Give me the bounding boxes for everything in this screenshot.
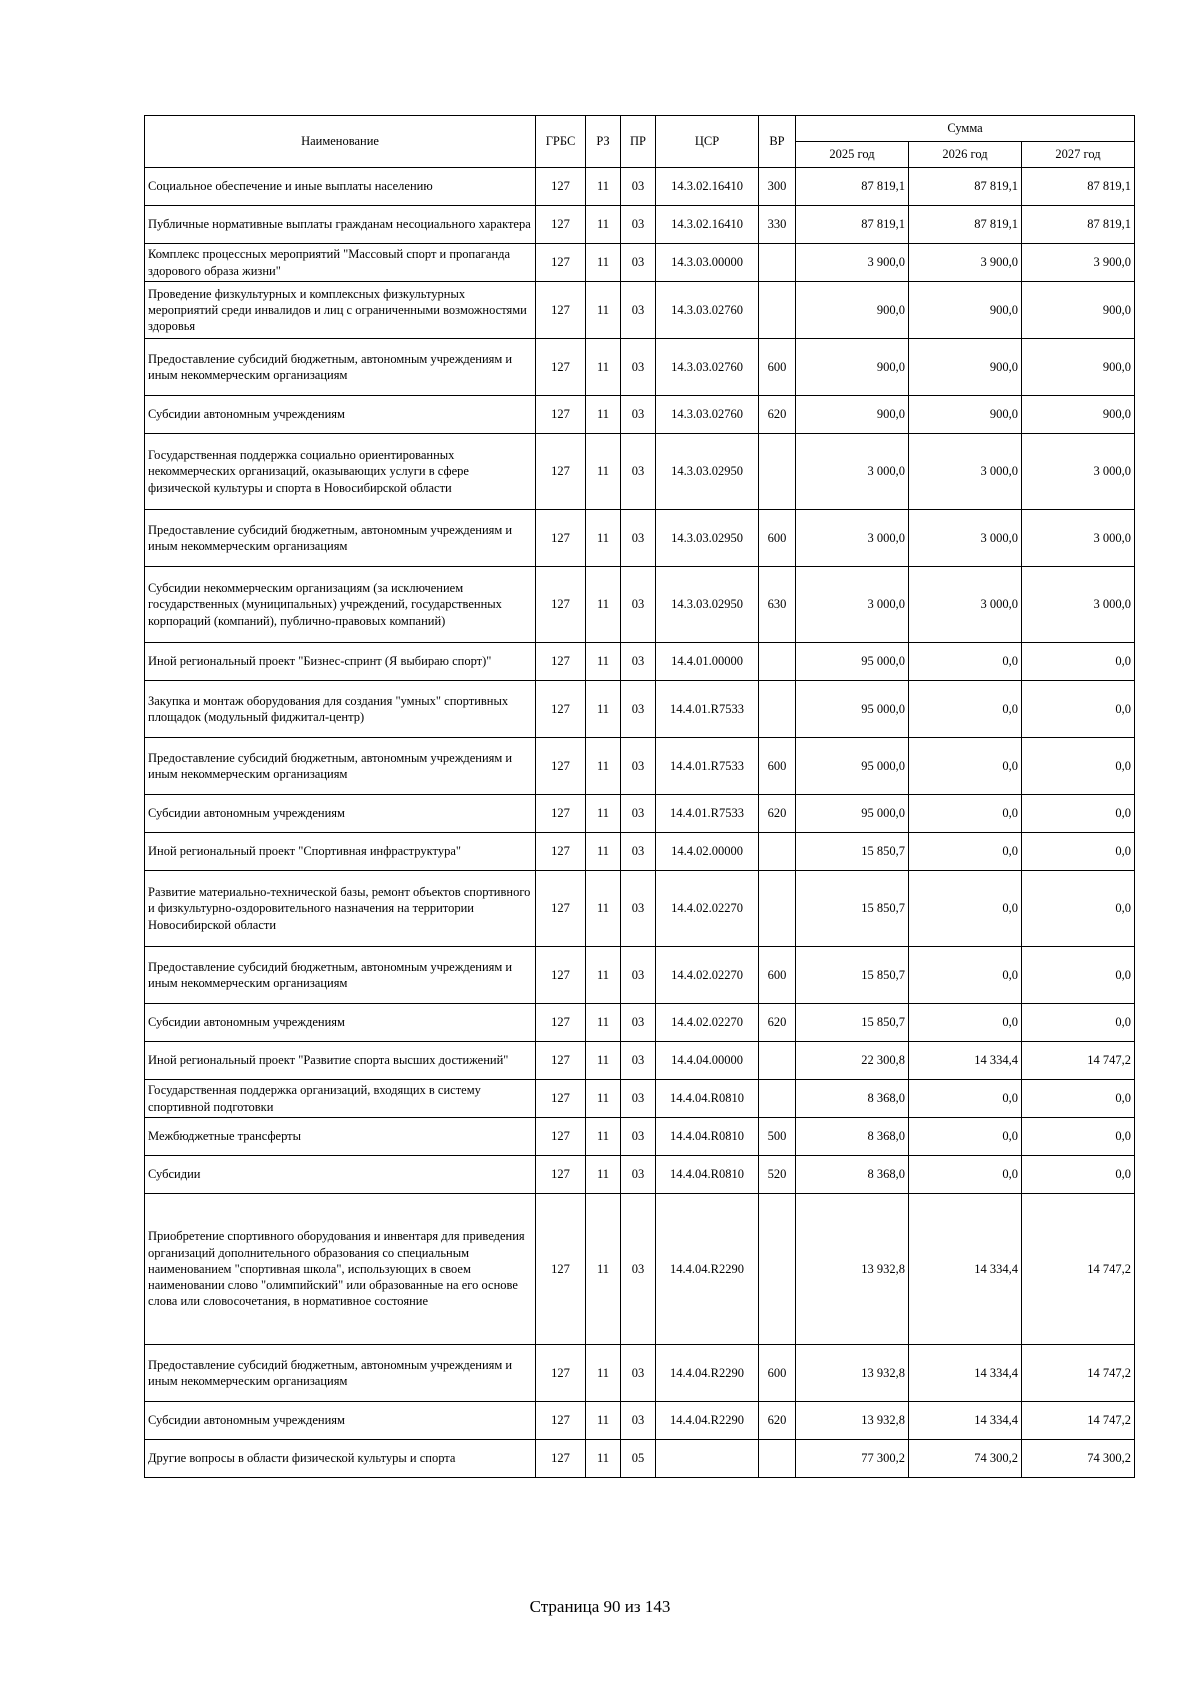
cell-2025: 8 368,0 bbox=[796, 1156, 909, 1194]
cell-grbs: 127 bbox=[536, 1194, 586, 1345]
header-name: Наименование bbox=[145, 116, 536, 168]
cell-rz: 11 bbox=[586, 738, 621, 795]
cell-csr: 14.3.03.02760 bbox=[656, 282, 759, 339]
cell-csr: 14.4.04.R0810 bbox=[656, 1080, 759, 1118]
cell-pr: 03 bbox=[621, 871, 656, 947]
cell-pr: 03 bbox=[621, 1402, 656, 1440]
cell-grbs: 127 bbox=[536, 833, 586, 871]
cell-2025: 95 000,0 bbox=[796, 738, 909, 795]
cell-rz: 11 bbox=[586, 206, 621, 244]
cell-name: Публичные нормативные выплаты гражданам несоциального характера bbox=[145, 206, 536, 244]
table-row bbox=[145, 1118, 1135, 1156]
cell-rz: 11 bbox=[586, 1345, 621, 1402]
cell-2027: 14 747,2 bbox=[1022, 1402, 1135, 1440]
cell-vr: 630 bbox=[759, 567, 796, 643]
table-row bbox=[145, 681, 1135, 738]
cell-name: Приобретение спортивного оборудования и инвентаря для приведения организаций дополнительного образования со специальным наименованием "спортивная школа", использующих в своем наименовании слово "олимпийский" или образованные на его основе слова или словосочетания, в нормативное состояние bbox=[145, 1194, 536, 1345]
cell-pr: 03 bbox=[621, 947, 656, 1004]
cell-2026: 87 819,1 bbox=[909, 168, 1022, 206]
header-year-2026: 2026 год bbox=[909, 142, 1022, 168]
cell-vr bbox=[759, 643, 796, 681]
cell-name: Предоставление субсидий бюджетным, автономным учреждениям и иным некоммерческим организациям bbox=[145, 1345, 536, 1402]
header-sum: Сумма bbox=[796, 116, 1135, 142]
cell-2027: 14 747,2 bbox=[1022, 1042, 1135, 1080]
cell-csr: 14.3.02.16410 bbox=[656, 168, 759, 206]
cell-rz: 11 bbox=[586, 1156, 621, 1194]
cell-csr: 14.4.04.R0810 bbox=[656, 1118, 759, 1156]
cell-2025: 8 368,0 bbox=[796, 1080, 909, 1118]
table-row bbox=[145, 738, 1135, 795]
cell-rz: 11 bbox=[586, 168, 621, 206]
table-row bbox=[145, 643, 1135, 681]
header-csr: ЦСР bbox=[656, 116, 759, 168]
cell-csr: 14.4.04.R0810 bbox=[656, 1156, 759, 1194]
cell-rz: 11 bbox=[586, 510, 621, 567]
table-row bbox=[145, 396, 1135, 434]
cell-2026: 0,0 bbox=[909, 681, 1022, 738]
cell-name: Закупка и монтаж оборудования для создания "умных" спортивных площадок (модульный фиджитал-центр) bbox=[145, 681, 536, 738]
cell-2025: 900,0 bbox=[796, 282, 909, 339]
cell-csr: 14.4.04.R2290 bbox=[656, 1345, 759, 1402]
cell-name: Иной региональный проект "Бизнес-спринт (Я выбираю спорт)" bbox=[145, 643, 536, 681]
cell-2027: 0,0 bbox=[1022, 795, 1135, 833]
table-row bbox=[145, 206, 1135, 244]
cell-vr: 600 bbox=[759, 1345, 796, 1402]
cell-2026: 900,0 bbox=[909, 282, 1022, 339]
cell-pr: 03 bbox=[621, 339, 656, 396]
cell-name: Иной региональный проект "Спортивная инфраструктура" bbox=[145, 833, 536, 871]
cell-2025: 87 819,1 bbox=[796, 168, 909, 206]
cell-2027: 0,0 bbox=[1022, 643, 1135, 681]
cell-csr: 14.3.03.02950 bbox=[656, 510, 759, 567]
table-row bbox=[145, 1156, 1135, 1194]
cell-rz: 11 bbox=[586, 795, 621, 833]
cell-2025: 13 932,8 bbox=[796, 1194, 909, 1345]
cell-2027: 14 747,2 bbox=[1022, 1194, 1135, 1345]
cell-rz: 11 bbox=[586, 1194, 621, 1345]
cell-2027: 87 819,1 bbox=[1022, 206, 1135, 244]
table-row bbox=[145, 1345, 1135, 1402]
cell-grbs: 127 bbox=[536, 567, 586, 643]
table-row bbox=[145, 833, 1135, 871]
cell-name: Субсидии автономным учреждениям bbox=[145, 1402, 536, 1440]
header-pr: ПР bbox=[621, 116, 656, 168]
cell-grbs: 127 bbox=[536, 206, 586, 244]
cell-2026: 0,0 bbox=[909, 947, 1022, 1004]
table-row bbox=[145, 244, 1135, 282]
cell-name: Субсидии автономным учреждениям bbox=[145, 795, 536, 833]
table-row bbox=[145, 1402, 1135, 1440]
cell-rz: 11 bbox=[586, 282, 621, 339]
cell-2026: 74 300,2 bbox=[909, 1440, 1022, 1478]
cell-2025: 900,0 bbox=[796, 339, 909, 396]
cell-rz: 11 bbox=[586, 434, 621, 510]
cell-vr: 620 bbox=[759, 795, 796, 833]
cell-grbs: 127 bbox=[536, 339, 586, 396]
table-row bbox=[145, 1080, 1135, 1118]
cell-2026: 3 000,0 bbox=[909, 567, 1022, 643]
cell-name: Другие вопросы в области физической культуры и спорта bbox=[145, 1440, 536, 1478]
cell-2027: 900,0 bbox=[1022, 396, 1135, 434]
cell-2026: 0,0 bbox=[909, 1080, 1022, 1118]
table-row bbox=[145, 1042, 1135, 1080]
cell-2027: 900,0 bbox=[1022, 282, 1135, 339]
cell-rz: 11 bbox=[586, 1042, 621, 1080]
cell-vr bbox=[759, 1042, 796, 1080]
cell-2026: 0,0 bbox=[909, 643, 1022, 681]
cell-2026: 14 334,4 bbox=[909, 1402, 1022, 1440]
cell-rz: 11 bbox=[586, 1402, 621, 1440]
cell-pr: 03 bbox=[621, 244, 656, 282]
cell-2025: 95 000,0 bbox=[796, 643, 909, 681]
cell-csr: 14.4.02.02270 bbox=[656, 947, 759, 1004]
header-year-2025: 2025 год bbox=[796, 142, 909, 168]
cell-grbs: 127 bbox=[536, 1440, 586, 1478]
cell-csr: 14.3.03.02950 bbox=[656, 567, 759, 643]
cell-2026: 3 000,0 bbox=[909, 510, 1022, 567]
cell-pr: 03 bbox=[621, 1345, 656, 1402]
cell-grbs: 127 bbox=[536, 681, 586, 738]
cell-rz: 11 bbox=[586, 1118, 621, 1156]
cell-csr: 14.4.01.R7533 bbox=[656, 795, 759, 833]
cell-2026: 900,0 bbox=[909, 396, 1022, 434]
cell-rz: 11 bbox=[586, 681, 621, 738]
cell-csr: 14.4.02.02270 bbox=[656, 1004, 759, 1042]
cell-grbs: 127 bbox=[536, 738, 586, 795]
cell-grbs: 127 bbox=[536, 282, 586, 339]
cell-2026: 0,0 bbox=[909, 1118, 1022, 1156]
cell-name: Государственная поддержка организаций, входящих в систему спортивной подготовки bbox=[145, 1080, 536, 1118]
cell-2027: 0,0 bbox=[1022, 1004, 1135, 1042]
cell-csr: 14.3.03.02950 bbox=[656, 434, 759, 510]
cell-2027: 0,0 bbox=[1022, 947, 1135, 1004]
cell-2027: 3 000,0 bbox=[1022, 434, 1135, 510]
cell-2026: 0,0 bbox=[909, 1156, 1022, 1194]
cell-pr: 05 bbox=[621, 1440, 656, 1478]
cell-2025: 900,0 bbox=[796, 396, 909, 434]
cell-2026: 0,0 bbox=[909, 833, 1022, 871]
cell-rz: 11 bbox=[586, 1080, 621, 1118]
cell-rz: 11 bbox=[586, 643, 621, 681]
cell-name: Предоставление субсидий бюджетным, автономным учреждениям и иным некоммерческим организациям bbox=[145, 339, 536, 396]
cell-name: Предоставление субсидий бюджетным, автономным учреждениям и иным некоммерческим организациям bbox=[145, 510, 536, 567]
cell-2027: 3 900,0 bbox=[1022, 244, 1135, 282]
cell-2026: 0,0 bbox=[909, 795, 1022, 833]
cell-2025: 3 900,0 bbox=[796, 244, 909, 282]
cell-2027: 74 300,2 bbox=[1022, 1440, 1135, 1478]
cell-csr: 14.4.01.R7533 bbox=[656, 681, 759, 738]
cell-vr: 600 bbox=[759, 738, 796, 795]
cell-pr: 03 bbox=[621, 206, 656, 244]
budget-table bbox=[144, 115, 1135, 1478]
cell-grbs: 127 bbox=[536, 1345, 586, 1402]
cell-pr: 03 bbox=[621, 1118, 656, 1156]
cell-grbs: 127 bbox=[536, 168, 586, 206]
cell-2026: 14 334,4 bbox=[909, 1042, 1022, 1080]
cell-2026: 0,0 bbox=[909, 738, 1022, 795]
cell-2027: 0,0 bbox=[1022, 871, 1135, 947]
table-row bbox=[145, 871, 1135, 947]
cell-grbs: 127 bbox=[536, 396, 586, 434]
cell-2025: 3 000,0 bbox=[796, 567, 909, 643]
cell-2025: 13 932,8 bbox=[796, 1402, 909, 1440]
cell-vr: 620 bbox=[759, 1004, 796, 1042]
cell-pr: 03 bbox=[621, 396, 656, 434]
cell-pr: 03 bbox=[621, 510, 656, 567]
cell-vr bbox=[759, 1194, 796, 1345]
cell-name: Предоставление субсидий бюджетным, автономным учреждениям и иным некоммерческим организациям bbox=[145, 947, 536, 1004]
cell-vr: 520 bbox=[759, 1156, 796, 1194]
cell-grbs: 127 bbox=[536, 244, 586, 282]
cell-csr: 14.4.02.00000 bbox=[656, 833, 759, 871]
table-row bbox=[145, 567, 1135, 643]
cell-2027: 87 819,1 bbox=[1022, 168, 1135, 206]
cell-2026: 14 334,4 bbox=[909, 1194, 1022, 1345]
cell-pr: 03 bbox=[621, 567, 656, 643]
cell-2027: 0,0 bbox=[1022, 1118, 1135, 1156]
cell-name: Субсидии автономным учреждениям bbox=[145, 396, 536, 434]
cell-name: Иной региональный проект "Развитие спорта высших достижений" bbox=[145, 1042, 536, 1080]
cell-name: Социальное обеспечение и иные выплаты населению bbox=[145, 168, 536, 206]
cell-2027: 3 000,0 bbox=[1022, 510, 1135, 567]
cell-grbs: 127 bbox=[536, 947, 586, 1004]
cell-pr: 03 bbox=[621, 1194, 656, 1345]
cell-2026: 14 334,4 bbox=[909, 1345, 1022, 1402]
cell-name: Субсидии автономным учреждениям bbox=[145, 1004, 536, 1042]
cell-grbs: 127 bbox=[536, 1004, 586, 1042]
cell-name: Проведение физкультурных и комплексных физкультурных мероприятий среди инвалидов и лиц с ограниченными возможностями здоровья bbox=[145, 282, 536, 339]
cell-csr: 14.4.04.R2290 bbox=[656, 1194, 759, 1345]
table-row bbox=[145, 1004, 1135, 1042]
cell-pr: 03 bbox=[621, 1156, 656, 1194]
cell-pr: 03 bbox=[621, 795, 656, 833]
header-rz: РЗ bbox=[586, 116, 621, 168]
table-row bbox=[145, 1440, 1135, 1478]
cell-pr: 03 bbox=[621, 681, 656, 738]
cell-rz: 11 bbox=[586, 339, 621, 396]
cell-grbs: 127 bbox=[536, 1402, 586, 1440]
cell-vr: 600 bbox=[759, 510, 796, 567]
table-row bbox=[145, 1194, 1135, 1345]
cell-rz: 11 bbox=[586, 396, 621, 434]
cell-2025: 87 819,1 bbox=[796, 206, 909, 244]
cell-2027: 0,0 bbox=[1022, 681, 1135, 738]
cell-2027: 0,0 bbox=[1022, 833, 1135, 871]
cell-vr bbox=[759, 681, 796, 738]
header-grbs: ГРБС bbox=[536, 116, 586, 168]
cell-2025: 95 000,0 bbox=[796, 795, 909, 833]
cell-2025: 95 000,0 bbox=[796, 681, 909, 738]
cell-rz: 11 bbox=[586, 871, 621, 947]
cell-vr: 500 bbox=[759, 1118, 796, 1156]
cell-2025: 22 300,8 bbox=[796, 1042, 909, 1080]
cell-rz: 11 bbox=[586, 833, 621, 871]
cell-csr: 14.3.03.00000 bbox=[656, 244, 759, 282]
cell-2025: 8 368,0 bbox=[796, 1118, 909, 1156]
cell-name: Государственная поддержка социально ориентированных некоммерческих организаций, оказывающих услуги в сфере физической культуры и спорта в Новосибирской области bbox=[145, 434, 536, 510]
cell-vr: 620 bbox=[759, 396, 796, 434]
cell-rz: 11 bbox=[586, 1004, 621, 1042]
cell-2025: 77 300,2 bbox=[796, 1440, 909, 1478]
cell-name: Субсидии bbox=[145, 1156, 536, 1194]
cell-pr: 03 bbox=[621, 282, 656, 339]
cell-2025: 3 000,0 bbox=[796, 510, 909, 567]
cell-grbs: 127 bbox=[536, 1118, 586, 1156]
cell-vr: 300 bbox=[759, 168, 796, 206]
table-row bbox=[145, 282, 1135, 339]
cell-2027: 0,0 bbox=[1022, 1080, 1135, 1118]
header-year-2027: 2027 год bbox=[1022, 142, 1135, 168]
cell-vr: 620 bbox=[759, 1402, 796, 1440]
cell-pr: 03 bbox=[621, 1004, 656, 1042]
cell-csr bbox=[656, 1440, 759, 1478]
header-vr: ВР bbox=[759, 116, 796, 168]
cell-pr: 03 bbox=[621, 168, 656, 206]
cell-name: Предоставление субсидий бюджетным, автономным учреждениям и иным некоммерческим организациям bbox=[145, 738, 536, 795]
cell-csr: 14.3.03.02760 bbox=[656, 396, 759, 434]
cell-csr: 14.4.02.02270 bbox=[656, 871, 759, 947]
cell-2025: 13 932,8 bbox=[796, 1345, 909, 1402]
cell-name: Субсидии некоммерческим организациям (за исключением государственных (муниципальных) учреждений, государственных корпораций (компаний), публично-правовых компаний) bbox=[145, 567, 536, 643]
page-number: Страница 90 из 143 bbox=[529, 1597, 671, 1616]
cell-pr: 03 bbox=[621, 833, 656, 871]
cell-2027: 900,0 bbox=[1022, 339, 1135, 396]
table-row bbox=[145, 510, 1135, 567]
cell-2025: 3 000,0 bbox=[796, 434, 909, 510]
cell-csr: 14.4.04.00000 bbox=[656, 1042, 759, 1080]
cell-vr bbox=[759, 244, 796, 282]
cell-2026: 0,0 bbox=[909, 1004, 1022, 1042]
cell-2026: 87 819,1 bbox=[909, 206, 1022, 244]
table-row bbox=[145, 947, 1135, 1004]
cell-csr: 14.3.03.02760 bbox=[656, 339, 759, 396]
cell-rz: 11 bbox=[586, 244, 621, 282]
cell-2026: 3 900,0 bbox=[909, 244, 1022, 282]
cell-vr: 600 bbox=[759, 339, 796, 396]
table-row bbox=[145, 339, 1135, 396]
cell-grbs: 127 bbox=[536, 795, 586, 833]
cell-2027: 3 000,0 bbox=[1022, 567, 1135, 643]
cell-rz: 11 bbox=[586, 947, 621, 1004]
cell-grbs: 127 bbox=[536, 434, 586, 510]
cell-grbs: 127 bbox=[536, 643, 586, 681]
cell-2027: 0,0 bbox=[1022, 1156, 1135, 1194]
cell-csr: 14.3.02.16410 bbox=[656, 206, 759, 244]
cell-2025: 15 850,7 bbox=[796, 947, 909, 1004]
cell-csr: 14.4.04.R2290 bbox=[656, 1402, 759, 1440]
cell-vr: 330 bbox=[759, 206, 796, 244]
cell-2027: 14 747,2 bbox=[1022, 1345, 1135, 1402]
cell-2027: 0,0 bbox=[1022, 738, 1135, 795]
cell-grbs: 127 bbox=[536, 1080, 586, 1118]
cell-vr bbox=[759, 1080, 796, 1118]
table-row bbox=[145, 434, 1135, 510]
cell-grbs: 127 bbox=[536, 871, 586, 947]
cell-grbs: 127 bbox=[536, 1042, 586, 1080]
cell-vr: 600 bbox=[759, 947, 796, 1004]
cell-vr bbox=[759, 282, 796, 339]
table-header bbox=[145, 116, 1135, 168]
table-row bbox=[145, 795, 1135, 833]
cell-csr: 14.4.01.00000 bbox=[656, 643, 759, 681]
cell-2026: 0,0 bbox=[909, 871, 1022, 947]
table-row bbox=[145, 168, 1135, 206]
cell-rz: 11 bbox=[586, 1440, 621, 1478]
cell-2026: 3 000,0 bbox=[909, 434, 1022, 510]
cell-vr bbox=[759, 434, 796, 510]
table-body bbox=[145, 168, 1135, 1478]
cell-csr: 14.4.01.R7533 bbox=[656, 738, 759, 795]
cell-grbs: 127 bbox=[536, 510, 586, 567]
cell-2025: 15 850,7 bbox=[796, 1004, 909, 1042]
cell-pr: 03 bbox=[621, 1042, 656, 1080]
cell-vr bbox=[759, 1440, 796, 1478]
cell-2025: 15 850,7 bbox=[796, 871, 909, 947]
cell-name: Развитие материально-технической базы, ремонт объектов спортивного и физкультурно-оздоровительного назначения на территории Новосибирской области bbox=[145, 871, 536, 947]
cell-vr bbox=[759, 871, 796, 947]
cell-rz: 11 bbox=[586, 567, 621, 643]
cell-2025: 15 850,7 bbox=[796, 833, 909, 871]
cell-pr: 03 bbox=[621, 434, 656, 510]
cell-vr bbox=[759, 833, 796, 871]
cell-grbs: 127 bbox=[536, 1156, 586, 1194]
cell-name: Межбюджетные трансферты bbox=[145, 1118, 536, 1156]
cell-2026: 900,0 bbox=[909, 339, 1022, 396]
cell-name: Комплекс процессных мероприятий "Массовый спорт и пропаганда здорового образа жизни" bbox=[145, 244, 536, 282]
cell-pr: 03 bbox=[621, 738, 656, 795]
cell-pr: 03 bbox=[621, 643, 656, 681]
cell-pr: 03 bbox=[621, 1080, 656, 1118]
